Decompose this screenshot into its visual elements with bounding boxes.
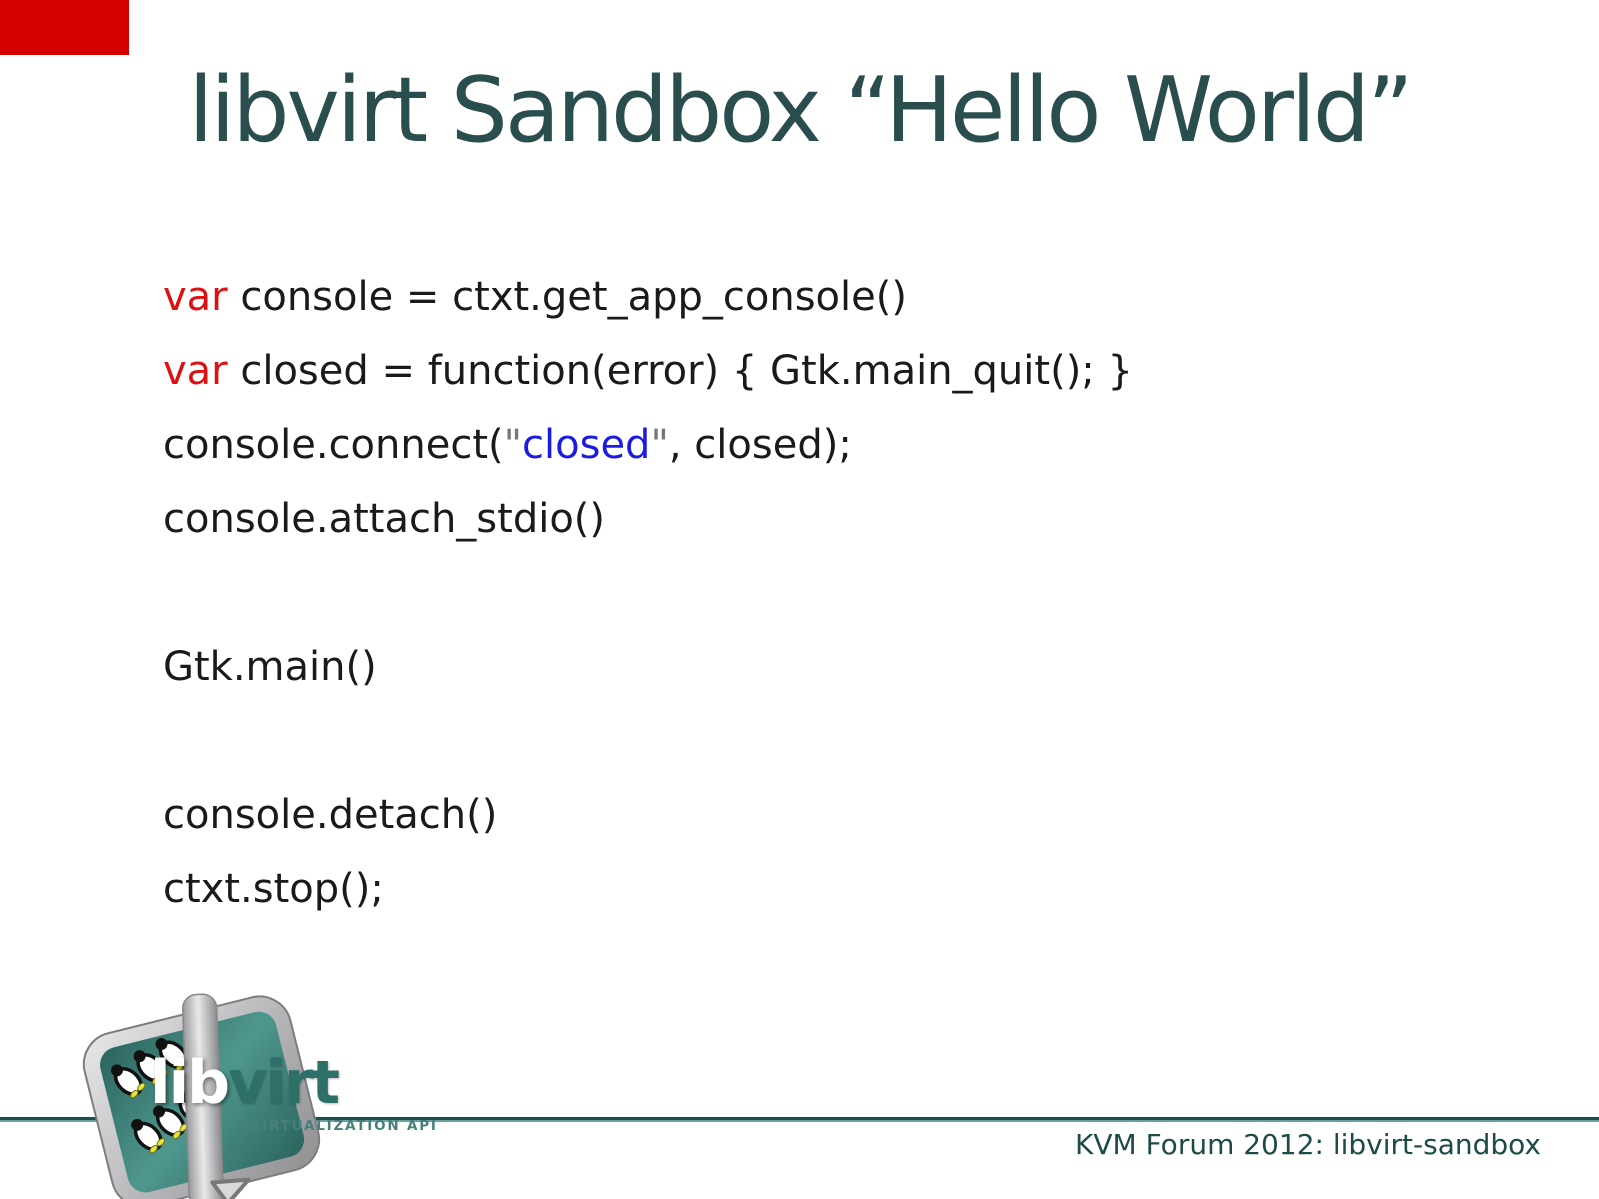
code-token: console.attach_stdio() xyxy=(163,496,606,542)
red-corner-marker xyxy=(0,0,129,55)
code-line xyxy=(163,630,1559,704)
wordmark-virt: virt xyxy=(228,1048,339,1118)
code-token: console.connect( xyxy=(163,422,504,468)
libvirt-logo xyxy=(50,1005,440,1199)
code-token: " xyxy=(503,422,523,468)
code-token: , closed); xyxy=(668,422,852,468)
code-token: closed = function(error) { Gtk.main_quit(); } xyxy=(227,348,1133,394)
code-token: console = ctxt.get_app_console() xyxy=(227,274,907,320)
slide-title: libvirt Sandbox “Hello World” xyxy=(188,58,1411,163)
code-line xyxy=(163,778,1559,852)
footer-label: KVM Forum 2012: libvirt-sandbox xyxy=(1075,1128,1541,1161)
code-line xyxy=(163,852,1559,926)
code-block xyxy=(163,260,1559,926)
code-token: console.detach() xyxy=(163,792,498,838)
code-line xyxy=(163,408,1559,482)
code-token: ctxt.stop(); xyxy=(163,866,384,912)
code-line-empty xyxy=(163,556,1559,630)
code-line-empty xyxy=(163,704,1559,778)
libvirt-tagline: VIRTUALIZATION API xyxy=(250,1118,438,1134)
libvirt-wordmark xyxy=(150,1048,339,1118)
wordmark-lib: lib xyxy=(150,1048,229,1118)
code-token: " xyxy=(650,422,669,468)
code-token: Gtk.main() xyxy=(163,644,377,690)
code-line xyxy=(163,334,1559,408)
code-token: var xyxy=(163,274,228,320)
code-token: closed xyxy=(522,422,651,468)
code-line xyxy=(163,260,1559,334)
code-line xyxy=(163,482,1559,556)
code-token: var xyxy=(163,348,228,394)
